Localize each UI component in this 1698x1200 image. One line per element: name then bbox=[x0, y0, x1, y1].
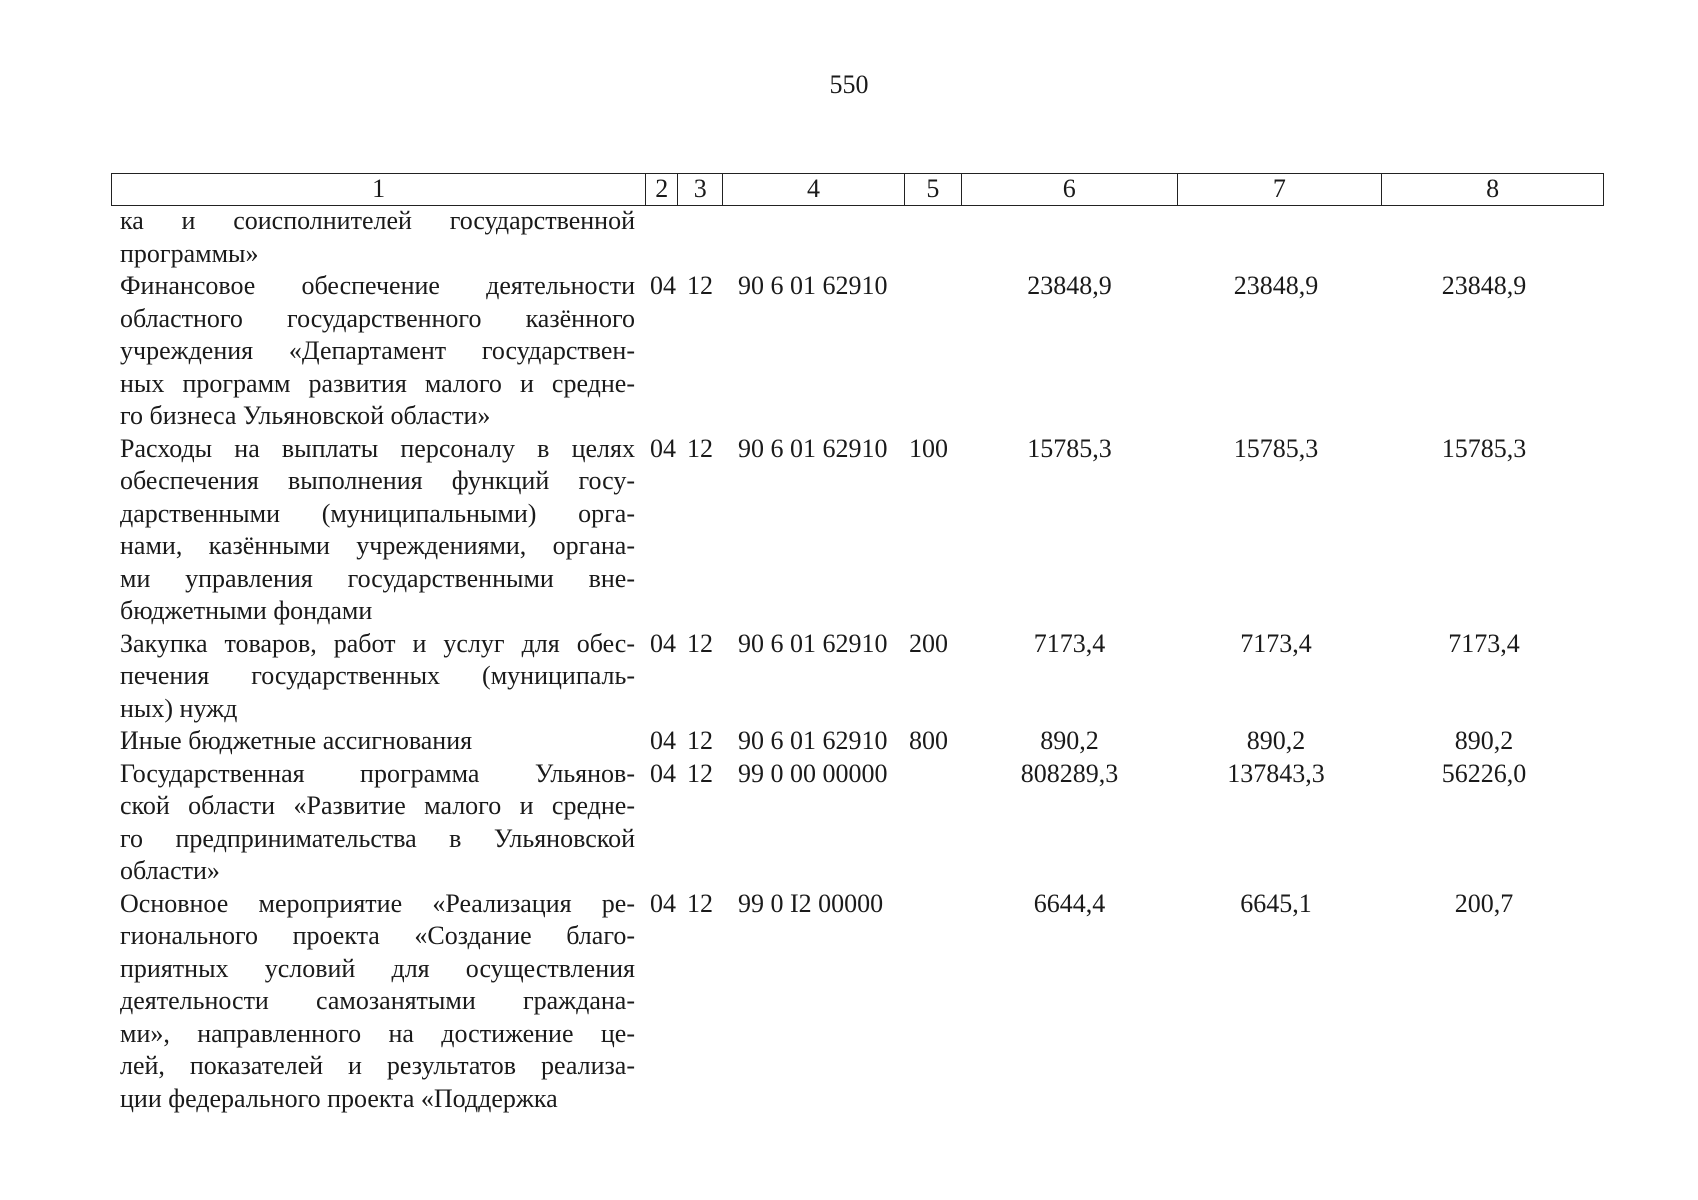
row-cell-c6: 7173,4 bbox=[1033, 628, 1106, 658]
row-cell-c7: 890,2 bbox=[1246, 726, 1306, 755]
row-cell-c8: 23848,9 bbox=[1441, 271, 1527, 300]
page-number: 550 bbox=[829, 70, 869, 99]
row-name-line: ции федерального проекта «Поддержка bbox=[120, 1083, 558, 1113]
table-row bbox=[120, 725, 1640, 758]
row-cell-c7: 15785,3 bbox=[1233, 433, 1319, 463]
row-name-line: дарственными (муниципальными) орга- bbox=[120, 498, 635, 528]
row-cell-c5: 200 bbox=[909, 628, 948, 658]
row-cell-c7: 23848,9 bbox=[1233, 271, 1319, 300]
table-row bbox=[120, 433, 1640, 628]
header-col-6: 6 bbox=[962, 174, 1178, 205]
row-name-line: Государственная программа Ульянов- bbox=[120, 758, 635, 788]
row-cell-c6: 890,2 bbox=[1040, 726, 1099, 755]
row-cell-c4: 99 0 I2 00000 bbox=[738, 888, 884, 918]
row-name-line: ми управления государственными вне- bbox=[120, 563, 635, 593]
row-name-line: гионального проекта «Создание благо- bbox=[120, 921, 635, 950]
row-cell-c3: 12 bbox=[687, 758, 713, 788]
row-cell-c5: 800 bbox=[909, 726, 948, 755]
row-cell-c3: 12 bbox=[687, 433, 713, 463]
row-cell-c8: 200,7 bbox=[1454, 888, 1514, 918]
header-col-4: 4 bbox=[723, 174, 905, 205]
row-name-line: ных) нужд bbox=[120, 693, 238, 723]
row-cell-c2: 04 bbox=[650, 888, 676, 918]
row-cell-c3: 12 bbox=[687, 628, 713, 658]
row-name-line: ка и соисполнителей государственной bbox=[120, 206, 635, 235]
row-name-cell bbox=[120, 628, 635, 726]
row-cell-c2: 04 bbox=[650, 628, 676, 658]
row-name-line: областного государственного казённого bbox=[120, 303, 635, 333]
table-row bbox=[120, 205, 1640, 270]
row-name-cell bbox=[120, 888, 635, 1116]
row-cell-c3: 12 bbox=[687, 271, 713, 300]
row-cell-c5: 100 bbox=[909, 433, 948, 463]
row-cell-c6: 15785,3 bbox=[1027, 433, 1112, 463]
row-cell-c4: 90 6 01 62910 bbox=[738, 726, 888, 755]
row-name-line: ской области «Развитие малого и средне- bbox=[120, 791, 635, 820]
row-cell-c7: 7173,4 bbox=[1240, 628, 1312, 658]
header-col-1: 1 bbox=[112, 174, 646, 205]
row-name-line: области» bbox=[120, 856, 220, 885]
row-name-line: го предпринимательства в Ульяновской bbox=[120, 823, 635, 853]
row-name-cell bbox=[120, 758, 635, 888]
row-cell-c2: 04 bbox=[650, 726, 676, 755]
row-name-line: Иные бюджетные ассигнования bbox=[120, 726, 473, 755]
row-name-cell bbox=[120, 270, 635, 433]
row-cell-c6: 808289,3 bbox=[1020, 758, 1119, 788]
row-name-line: ных программ развития малого и средне- bbox=[120, 368, 635, 398]
row-name-line: программы» bbox=[120, 238, 259, 268]
row-name-line: деятельности самозанятыми гражданa- bbox=[120, 986, 635, 1015]
row-name-cell bbox=[120, 433, 635, 628]
header-col-5: 5 bbox=[905, 174, 962, 205]
row-cell-c7: 137843,3 bbox=[1227, 758, 1325, 788]
table-row bbox=[120, 270, 1640, 433]
row-name-line: Закупка товаров, работ и услуг для обес- bbox=[120, 628, 635, 658]
row-cell-c6: 23848,9 bbox=[1027, 271, 1112, 300]
row-cell-c6: 6644,4 bbox=[1033, 888, 1106, 918]
row-name-line: Финансовое обеспечение деятельности bbox=[120, 271, 635, 300]
row-cell-c4: 90 6 01 62910 bbox=[738, 628, 888, 658]
row-name-line: печения государственных (муниципаль- bbox=[120, 661, 635, 690]
row-cell-c8: 15785,3 bbox=[1441, 433, 1527, 463]
table-row bbox=[120, 628, 1640, 726]
table-header bbox=[111, 173, 1604, 206]
row-name-line: Расходы на выплаты персоналу в целях bbox=[120, 433, 635, 463]
row-cell-c2: 04 bbox=[650, 758, 676, 788]
table-row bbox=[120, 888, 1640, 1116]
row-cell-c3: 12 bbox=[687, 726, 713, 755]
row-name-line: бюджетными фондами bbox=[120, 596, 373, 625]
table-row bbox=[120, 758, 1640, 888]
header-col-8: 8 bbox=[1486, 174, 1500, 203]
row-name-line: лей, показателей и результатов реализа- bbox=[120, 1051, 635, 1080]
row-name-line: го бизнеса Ульяновской области» bbox=[120, 401, 491, 430]
header-col-2: 2 bbox=[646, 174, 678, 205]
row-cell-c8: 56226,0 bbox=[1441, 758, 1527, 788]
row-cell-c8: 890,2 bbox=[1454, 726, 1514, 755]
row-name-line: Основное мероприятие «Реализация ре- bbox=[120, 888, 635, 918]
header-col-7: 7 bbox=[1178, 174, 1383, 205]
row-cell-c2: 04 bbox=[650, 271, 676, 300]
row-name-cell bbox=[120, 725, 635, 758]
row-cell-c8: 7173,4 bbox=[1448, 628, 1520, 658]
row-name-line: обеспечения выполнения функций госу- bbox=[120, 466, 635, 495]
header-col-3: 3 bbox=[678, 174, 723, 205]
row-cell-c7: 6645,1 bbox=[1240, 888, 1312, 918]
row-name-line: приятных условий для осуществления bbox=[120, 953, 635, 983]
row-cell-c2: 04 bbox=[650, 433, 676, 463]
row-cell-c4: 90 6 01 62910 bbox=[738, 271, 888, 300]
row-name-cell bbox=[120, 205, 635, 270]
row-cell-c4: 99 0 00 00000 bbox=[738, 758, 888, 788]
row-cell-c3: 12 bbox=[687, 888, 713, 918]
row-name-line: нами, казёнными учреждениями, органа- bbox=[120, 531, 635, 560]
table-body bbox=[120, 205, 1640, 1115]
row-name-line: ми», направленного на достижение це- bbox=[120, 1018, 635, 1048]
row-name-line: учреждения «Департамент государствен- bbox=[120, 336, 635, 365]
row-cell-c4: 90 6 01 62910 bbox=[738, 433, 888, 463]
